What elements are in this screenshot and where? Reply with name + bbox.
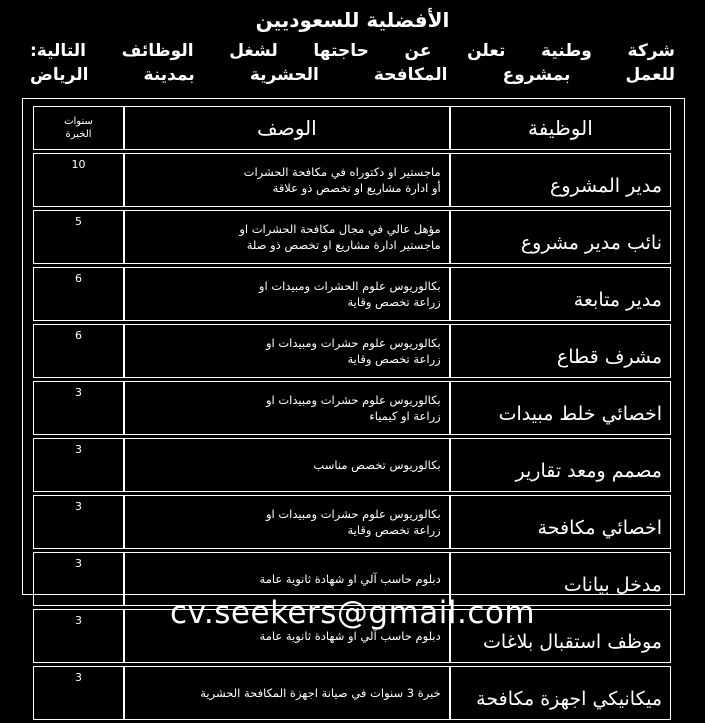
job-description: ماجستير او دكتوراه في مكافحة الحشرات أو ادارة مشاريع او تخصص ذو علاقة — [124, 153, 450, 207]
header-years: سنوات الخبرة — [33, 106, 124, 150]
experience-years: 6 — [33, 324, 124, 378]
job-description: بكالوريوس تخصص مناسب — [124, 438, 450, 492]
job-title: مصمم ومعد تقارير — [450, 438, 671, 492]
job-description: بكالوريوس علوم حشرات ومبيدات او زراعة تخصص وقاية — [124, 495, 450, 549]
job-title: مدخل بيانات — [450, 552, 671, 606]
header-desc: الوصف — [124, 106, 450, 150]
intro-line-1: شركة وطنية تعلن عن حاجتها لشغل الوظائف التالية: — [30, 41, 675, 61]
job-title: ميكانيكي اجهزة مكافحة — [450, 666, 671, 720]
job-description: مؤهل عالي في مجال مكافحة الحشرات او ماجستير ادارة مشاريع او تخصص ذو صلة — [124, 210, 450, 264]
job-description: دبلوم حاسب آلي او شهادة ثانوية عامة — [124, 552, 450, 606]
job-title: موظف استقبال بلاغات — [450, 609, 671, 663]
job-title: اخصائي مكافحة — [450, 495, 671, 549]
table-row — [33, 210, 671, 264]
job-title: مدير المشروع — [450, 153, 671, 207]
job-description: خبرة 3 سنوات في صيانة اجهزة المكافحة الحشرية — [124, 666, 450, 720]
experience-years: 3 — [33, 552, 124, 606]
job-description: دبلوم حاسب آلي او شهادة ثانوية عامة — [124, 609, 450, 663]
experience-years: 3 — [33, 609, 124, 663]
headline: الأفضلية للسعوديين — [255, 8, 450, 32]
job-title: مشرف قطاع — [450, 324, 671, 378]
intro-line-2: للعمل بمشروع المكافحة الحشرية بمدينة الرياض — [30, 65, 675, 85]
table-row — [33, 438, 671, 492]
header-job: الوظيفة — [450, 106, 671, 150]
job-title: اخصائي خلط مبيدات — [450, 381, 671, 435]
experience-years: 10 — [33, 153, 124, 207]
table-row — [33, 666, 671, 720]
job-title: نائب مدير مشروع — [450, 210, 671, 264]
table-row — [33, 381, 671, 435]
experience-years: 3 — [33, 438, 124, 492]
job-description: بكالوريوس علوم حشرات ومبيدات او زراعة او كيمياء — [124, 381, 450, 435]
experience-years: 3 — [33, 381, 124, 435]
job-description: بكالوريوس علوم الحشرات ومبيدات او زراعة تخصص وقاية — [124, 267, 450, 321]
table-row — [33, 324, 671, 378]
table-row — [33, 267, 671, 321]
experience-years: 6 — [33, 267, 124, 321]
table-header-row — [33, 106, 671, 150]
experience-years: 3 — [33, 666, 124, 720]
table-row — [33, 495, 671, 549]
experience-years: 5 — [33, 210, 124, 264]
job-title: مدير متابعة — [450, 267, 671, 321]
job-description: بكالوريوس علوم حشرات ومبيدات او زراعة تخصص وقاية — [124, 324, 450, 378]
experience-years: 3 — [33, 495, 124, 549]
table-row — [33, 153, 671, 207]
contact-email[interactable]: cv.seekers@gmail.com — [169, 595, 536, 631]
